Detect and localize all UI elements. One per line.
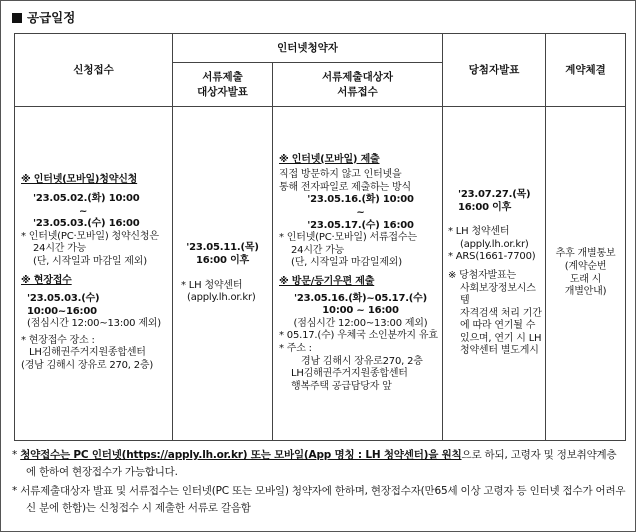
header-doc-target: 서류제출 대상자발표 bbox=[173, 63, 273, 107]
doc-target-cell: '23.05.11.(목) 16:00 이후 * LH 청약센터 (apply.lh.or.kr) bbox=[173, 107, 273, 441]
submit-start-date: '23.05.16.(화) 10:00 bbox=[307, 194, 414, 206]
header-contract: 계약체결 bbox=[546, 34, 626, 107]
contract-cell: 추후 개별통보 (계약순번 도래 시 개별안내) bbox=[546, 107, 626, 441]
winner-date: '23.07.27.(목) bbox=[458, 188, 531, 200]
winner-cell: '23.07.27.(목) 16:00 이후 * LH 청약센터 (apply.lh.or.kr) * ARS(1661-7700) ※ 당첨자발표는 사회보장정보시스템 자격검색 처리 기간 에 따라 연기될 수 있으며, 연기 시 LH 청약센터 별도게시 bbox=[443, 107, 546, 441]
submit-address: 경남 김해시 장유로270, 2층 bbox=[301, 355, 423, 367]
header-winner: 당첨자발표 bbox=[443, 34, 546, 107]
visit-submit-title: ※ 방문/등기우편 제출 bbox=[279, 276, 375, 287]
internet-apply-title: ※ 인터넷(모바일)청약신청 bbox=[21, 174, 138, 186]
apply-url: (apply.lh.or.kr) bbox=[187, 292, 256, 304]
doc-target-date: '23.05.11.(목) bbox=[186, 242, 259, 254]
visit-date: '23.05.16.(화)~05.17.(수) bbox=[293, 292, 428, 304]
apply-start-date: '23.05.02.(화) 10:00 bbox=[33, 192, 140, 204]
footnote-1: * 청약접수는 PC 인터넷(https://apply.lh.or.kr) 또는 모바일(App 명칭 : LH 청약센터)을 원칙으로 하되, 고령자 및 정보취약계층에 한하여 현장접수가 가능합니다. bbox=[12, 449, 617, 478]
onsite-apply-title: ※ 현장접수 bbox=[21, 274, 72, 286]
submit-end-date: '23.05.17.(수) 16:00 bbox=[307, 219, 414, 231]
footnote-2: * 서류제출대상자 발표 및 서류접수는 인터넷(PC 또는 모바일) 청약자에 한하며, 현장접수자(만65세 이상 고령자 등 인터넷 접수가 어려우신 분에 한함)는 신청접수 시 제출한 서류로 갈음함 bbox=[12, 485, 626, 514]
header-internet-group: 인터넷청약자 bbox=[173, 34, 443, 63]
onsite-date: '23.05.03.(수) 10:00~16:00 bbox=[27, 293, 100, 317]
header-apply: 신청접수 bbox=[15, 34, 173, 107]
onsite-place: LH김해권주거지원종합센터 bbox=[29, 347, 146, 359]
doc-submit-cell: ※ 인터넷(모바일) 제출 직접 방문하지 않고 인터넷을 통해 전자파일로 제출하는 방식 '23.05.16.(화) 10:00 ~ '23.05.17.(수) 16:00 * 인터넷(PC·모바일) 서류접수는 24시간 가능 (단, 시작일과 마감일제외) ※ 방문/등기우편 제출 '23.05.16.(화)~05.17.(수) 10:00 ~ 16:00 (점심시간 12:00~13:00 제외) * 05.17.(수) 우체국 소인분까지 유효 * 주소 : 경남 김해시 장유로270, 2층 LH김해권주거지원종합센터 행복주택 공급담당자 앞 bbox=[273, 107, 443, 441]
footnotes bbox=[12, 447, 626, 519]
header-doc-submit: 서류제출대상자 서류접수 bbox=[273, 63, 443, 107]
square-bullet-icon bbox=[12, 13, 22, 23]
apply-cell: ※ 인터넷(모바일)청약신청 '23.05.02.(화) 10:00 ~ '23.05.03.(수) 16:00 * 인터넷(PC·모바일) 청약신청은 24시간 가능 (단, 시작일과 마감일 제외) ※ 현장접수 '23.05.03.(수) 10:00~16:00 (점심시간 12:00~13:00 제외) * 현장접수 장소 : LH김해권주거지원종합센터 (경남 김해시 장유로 270, 2층) bbox=[15, 107, 173, 441]
internet-submit-title: ※ 인터넷(모바일) 제출 bbox=[279, 153, 380, 165]
section-title: 공급일정 bbox=[12, 8, 75, 26]
schedule-table bbox=[14, 33, 626, 441]
ars-number: * ARS(1661-7700) bbox=[448, 251, 536, 263]
apply-end-date: '23.05.03.(수) 16:00 bbox=[33, 218, 140, 230]
